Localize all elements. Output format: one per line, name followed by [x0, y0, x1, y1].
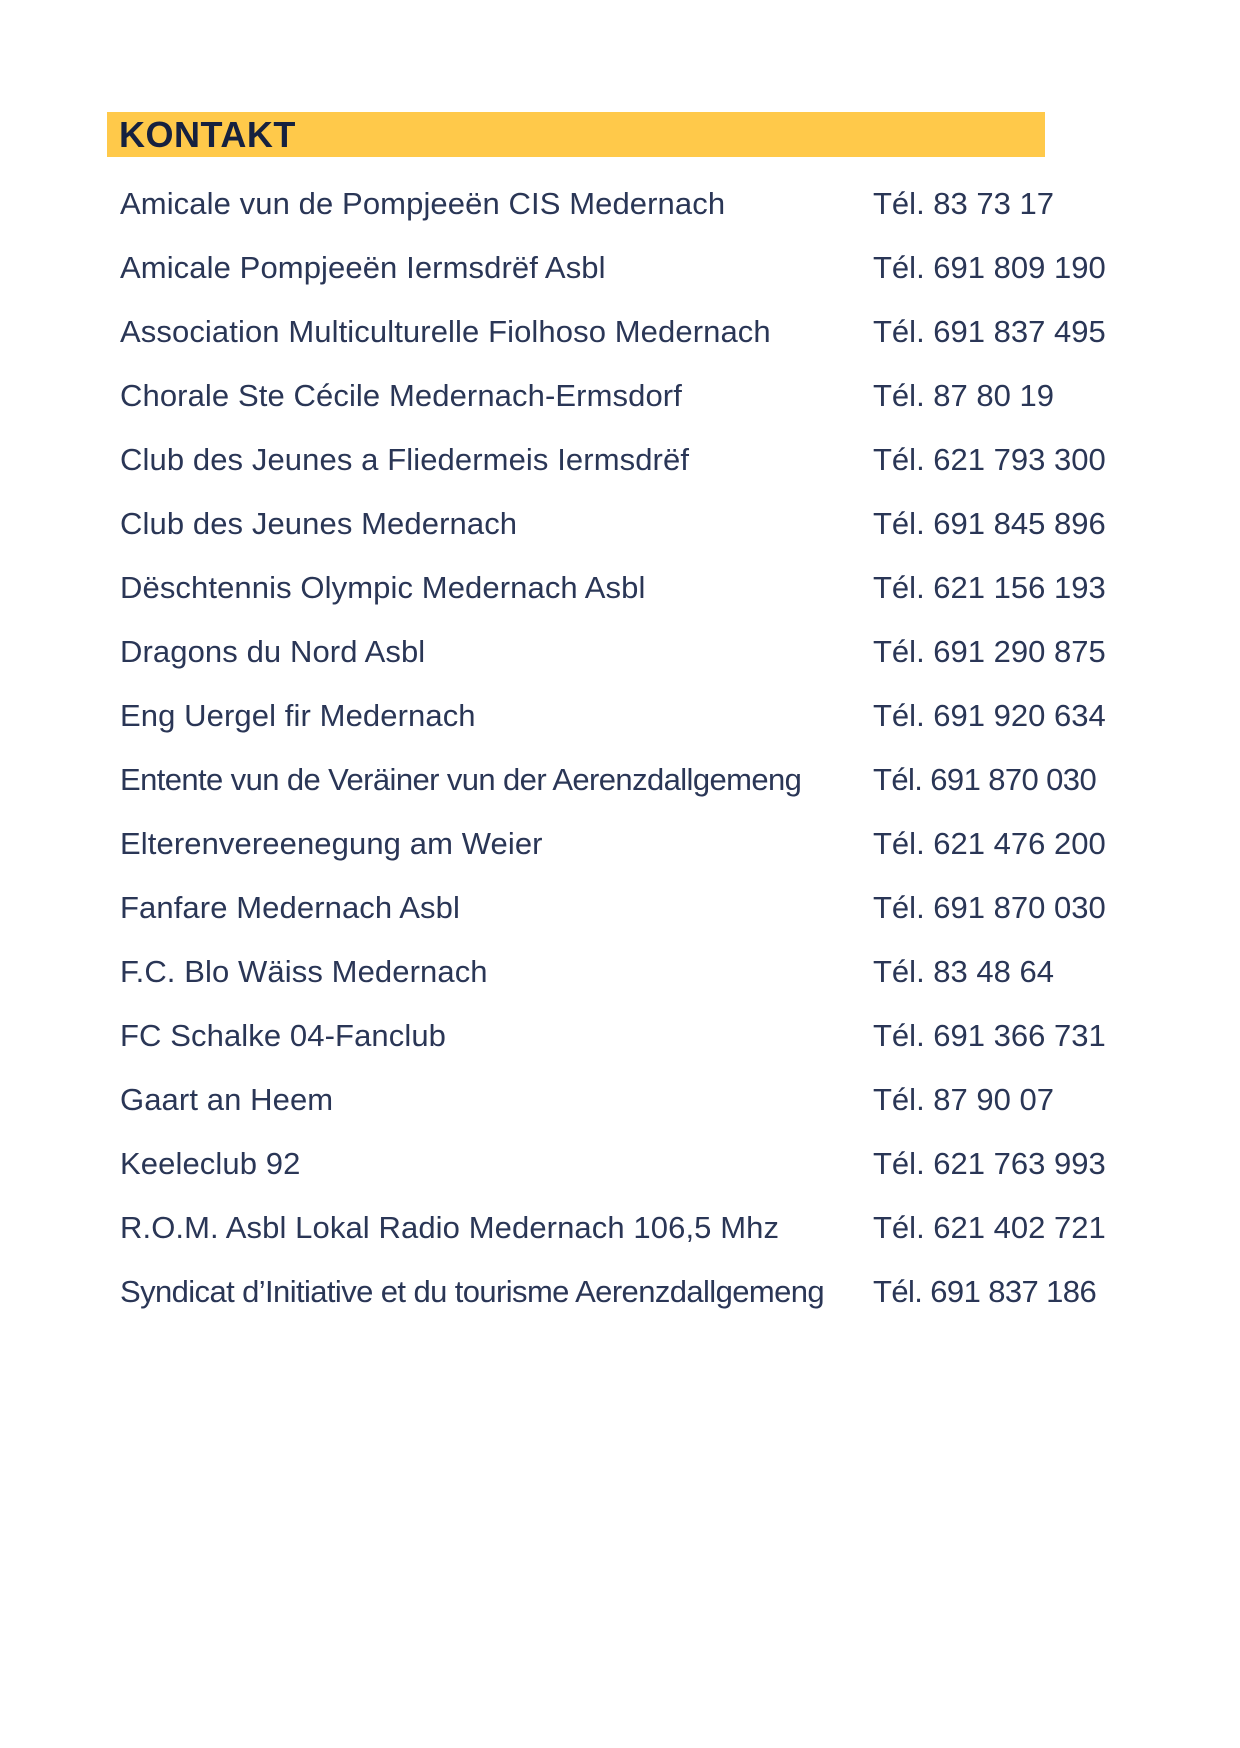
- contact-name: Elterenvereenegung am Weier: [120, 826, 543, 861]
- contact-name: Keeleclub 92: [120, 1146, 301, 1181]
- contact-name: Club des Jeunes Medernach: [120, 506, 518, 541]
- contact-phone: Tél. 83 48 64: [873, 954, 1054, 989]
- list-item: [120, 1004, 1120, 1068]
- contact-name: Dëschtennis Olympic Medernach Asbl: [120, 570, 646, 605]
- contact-name: Dragons du Nord Asbl: [120, 634, 426, 669]
- list-item: [120, 1260, 1120, 1324]
- list-item: [120, 1196, 1120, 1260]
- list-item: [120, 1132, 1120, 1196]
- list-item: [120, 812, 1120, 876]
- contact-name: R.O.M. Asbl Lokal Radio Medernach 106,5 Mhz: [120, 1210, 780, 1245]
- contact-phone: Tél. 691 870 030: [873, 890, 1106, 925]
- contact-name: FC Schalke 04-Fanclub: [120, 1018, 447, 1053]
- list-item: [120, 236, 1120, 300]
- contact-phone: Tél. 87 90 07: [873, 1082, 1054, 1117]
- list-item: [120, 620, 1120, 684]
- contact-phone: Tél. 621 476 200: [873, 826, 1106, 861]
- contact-name: Fanfare Medernach Asbl: [120, 890, 460, 925]
- page-title: KONTAKT: [119, 114, 296, 155]
- list-item: [120, 876, 1120, 940]
- contact-name: Syndicat d’Initiative et du tourisme Aerenzdallgemeng: [120, 1274, 825, 1309]
- contact-name: Association Multiculturelle Fiolhoso Medernach: [120, 314, 771, 349]
- contact-phone: Tél. 691 837 495: [873, 314, 1106, 349]
- contact-phone: Tél. 691 366 731: [873, 1018, 1106, 1053]
- list-item: [120, 556, 1120, 620]
- list-item: [120, 428, 1120, 492]
- list-item: [120, 1068, 1120, 1132]
- contact-phone: Tél. 691 845 896: [873, 506, 1106, 541]
- contact-name: Entente vun de Veräiner vun der Aerenzdallgemeng: [120, 762, 802, 797]
- contact-phone: Tél. 621 156 193: [873, 570, 1106, 605]
- contact-name: Chorale Ste Cécile Medernach-Ermsdorf: [120, 378, 682, 413]
- contact-phone: Tél. 621 402 721: [873, 1210, 1106, 1245]
- contact-list: [120, 172, 1120, 1324]
- contact-phone: Tél. 691 809 190: [873, 250, 1106, 285]
- contact-phone: Tél. 87 80 19: [873, 378, 1054, 413]
- list-item: [120, 492, 1120, 556]
- list-item: [120, 300, 1120, 364]
- list-item: [120, 684, 1120, 748]
- list-item: [120, 364, 1120, 428]
- contact-name: F.C. Blo Wäiss Medernach: [120, 954, 488, 989]
- heading-bar: [107, 112, 1045, 157]
- contact-name: Amicale vun de Pompjeeën CIS Medernach: [120, 186, 726, 221]
- list-item: [120, 172, 1120, 236]
- contact-name: Eng Uergel fir Medernach: [120, 698, 476, 733]
- list-item: [120, 748, 1120, 812]
- contact-phone: Tél. 83 73 17: [873, 186, 1054, 221]
- contact-phone: Tél. 691 837 186: [873, 1274, 1097, 1309]
- contact-name: Gaart an Heem: [120, 1082, 334, 1117]
- contact-phone: Tél. 621 793 300: [873, 442, 1106, 477]
- contact-name: Club des Jeunes a Fliedermeis Iermsdrëf: [120, 442, 690, 477]
- contact-name: Amicale Pompjeeën Iermsdrëf Asbl: [120, 250, 606, 285]
- list-item: [120, 940, 1120, 1004]
- contact-phone: Tél. 691 290 875: [873, 634, 1106, 669]
- contact-phone: Tél. 691 870 030: [873, 762, 1097, 797]
- contact-phone: Tél. 691 920 634: [873, 698, 1106, 733]
- contact-phone: Tél. 621 763 993: [873, 1146, 1106, 1181]
